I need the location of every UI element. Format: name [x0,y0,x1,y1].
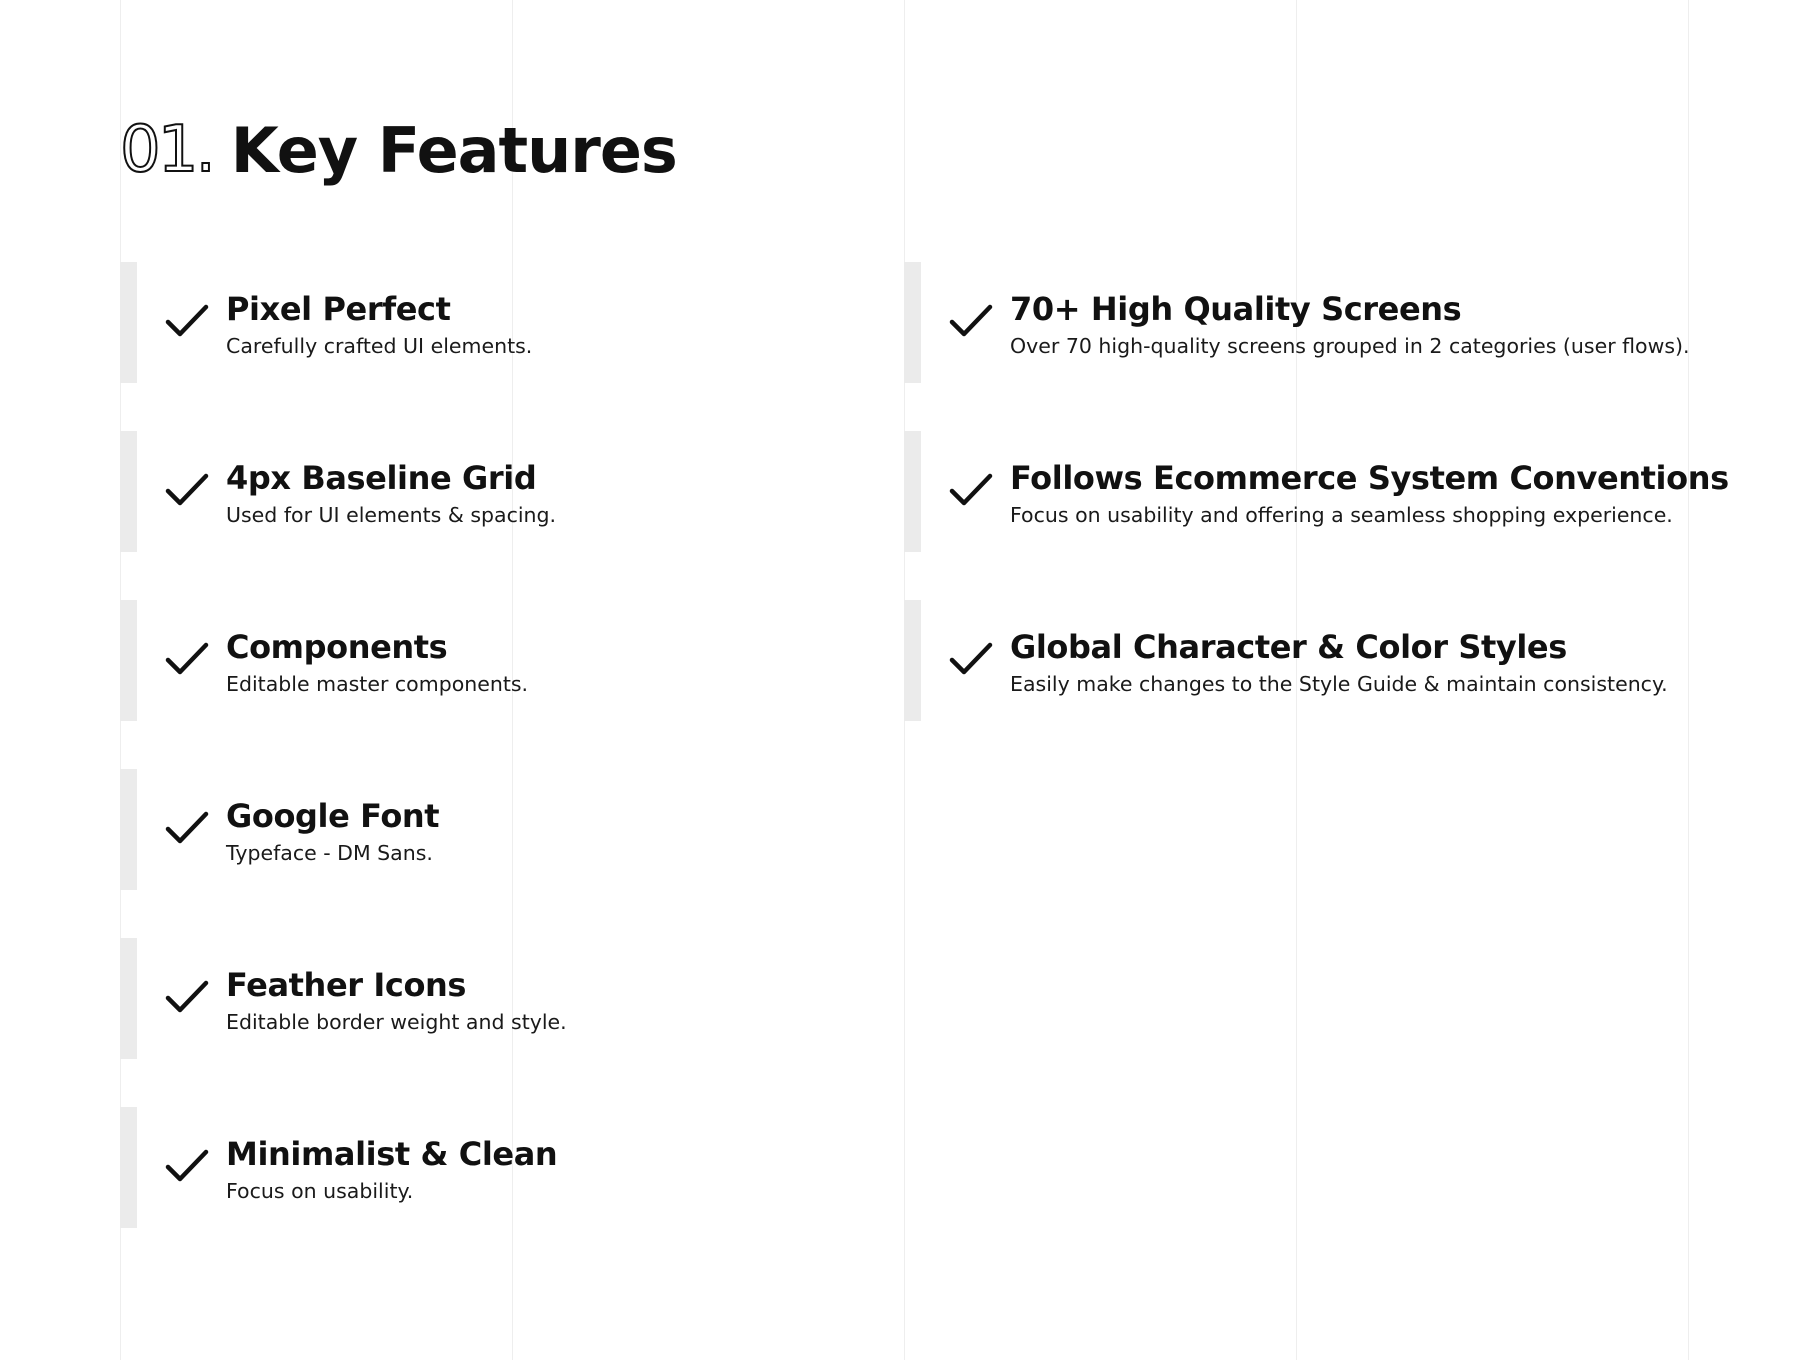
check-icon [949,471,993,509]
feature-title: Follows Ecommerce System Conventions [1010,459,1729,497]
feature-title: Google Font [226,797,440,835]
feature-title: Pixel Perfect [226,290,451,328]
feature-description: Typeface - DM Sans. [226,841,433,865]
grid-guide-line [1688,0,1689,1360]
section-number: 01. [120,113,213,187]
feature-description: Carefully crafted UI elements. [226,334,533,358]
feature-description: Focus on usability. [226,1179,414,1203]
feature-list-left [120,262,880,1228]
feature-title: Minimalist & Clean [226,1135,558,1173]
feature-item [120,431,880,552]
feature-item [120,938,880,1059]
feature-item [120,769,880,890]
feature-item [904,262,1690,383]
page-title: Key Features [230,113,677,187]
feature-item [904,431,1729,552]
section-header [120,108,677,192]
feature-list-right [904,262,1729,721]
feature-item [120,262,880,383]
feature-item [120,1107,880,1228]
check-icon [165,1147,209,1185]
check-icon [165,640,209,678]
check-icon [165,302,209,340]
check-icon [949,302,993,340]
feature-item [904,600,1668,721]
check-icon [949,640,993,678]
feature-title: 70+ High Quality Screens [1010,290,1462,328]
check-icon [165,809,209,847]
check-icon [165,471,209,509]
feature-description: Editable border weight and style. [226,1010,567,1034]
feature-item [120,600,880,721]
feature-title: 4px Baseline Grid [226,459,537,497]
feature-description: Easily make changes to the Style Guide & maintain consistency. [1010,672,1668,696]
feature-description: Used for UI elements & spacing. [226,503,557,527]
feature-description: Focus on usability and offering a seamless shopping experience. [1010,503,1673,527]
feature-title: Feather Icons [226,966,467,1004]
feature-title: Global Character & Color Styles [1010,628,1567,666]
feature-description: Over 70 high-quality screens grouped in 2 categories (user flows). [1010,334,1690,358]
check-icon [165,978,209,1016]
feature-description: Editable master components. [226,672,529,696]
feature-title: Components [226,628,448,666]
